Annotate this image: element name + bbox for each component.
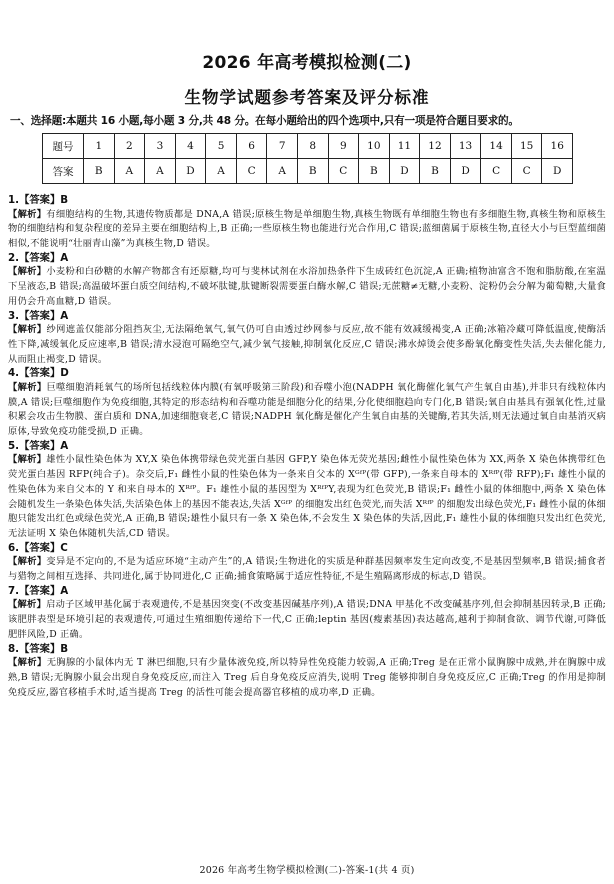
explanation-text: 雄性小鼠性染色体为 XY,X 染色体携带绿色荧光蛋白基因 GFP,Y 染色体无荧光基因;雌性小鼠性染色体为 XX,两条 X 染色体携带红色荧光蛋白基因 RFP(纯合子)。杂交后,F₁ 雌性小鼠的性染色体为一条来自父本的 Xᴳᶠᴾ(带 GFP),一条来自母本的 Xᴿᶠᴾ(带 RFP);F₁ 雄性小鼠的性染色体为来自父本的 Y 和来自母本的 Xᴿᶠᴾ。F₁ 雄性小鼠的基因型为 XᴿᶠᴾY,表现为红色荧光,B 错误;F₁ 雌性小鼠的体细胞中,两条 X 染色体会随机发生一条染色体失活,失活染色体上的基因不能表达,失活 Xᴳᶠᴾ 的细胞发出红色荧光,而失活 Xᴿᶠᴾ 的细胞发出绿色荧光,F₁ 雌性小鼠的体细胞只能发出红色或绿色荧光,A 正确,B 错误;雄性小鼠只有一条 X 染色体,不会发生 X 染色体的失活,因此,F₁ 雄性小鼠的体细胞只发出红色荧光,无法证明 X 染色体随机失活,CD 错误。 [8, 454, 607, 539]
question-number: 15 [511, 134, 542, 159]
page-footer: 2026 年高考生物学模拟检测(二)-答案-1(共 4 页) [199, 865, 415, 876]
question-number: 5 [206, 134, 237, 159]
question-number: 7 [267, 134, 298, 159]
answer-line: 3.【答案】A [8, 309, 69, 322]
row-label-number: 题号 [43, 134, 84, 159]
answer-line: 7.【答案】A [8, 584, 69, 597]
explanation-tag: 【解析】 [8, 556, 47, 568]
question-number: 12 [420, 134, 451, 159]
explanation-tag: 【解析】 [8, 208, 47, 220]
answer-line: 8.【答案】B [8, 642, 69, 655]
answer-cell: C [481, 159, 512, 184]
page-title: 2026 年高考模拟检测(二) [202, 53, 412, 73]
explanation [8, 208, 606, 252]
answer-cell: B [420, 159, 451, 184]
question-number: 11 [389, 134, 420, 159]
answer-line: 6.【答案】C [8, 541, 68, 554]
question-item [8, 643, 606, 701]
question-item [8, 194, 606, 252]
explanation [8, 555, 606, 585]
question-number: 6 [236, 134, 267, 159]
page-subtitle: 生物学试题参考答案及评分标准 [184, 88, 430, 107]
explanation-tag: 【解析】 [8, 324, 47, 335]
explanation-tag: 【解析】 [8, 599, 47, 611]
explanation-text: 纱网遮盖仅能部分阻挡灰尘,无法隔绝氧气,氧气仍可自由透过纱网参与反应,故不能有效减缓褐变,A 正确;冰箱冷藏可降低温度,使酶活性下降,减缓氧化反应速率,B 错误;清水浸泡可隔绝空气,减少氧气接触,抑制氧化反应,C 错误;沸水焯烫会使多酚氧化酶变性失活,失去催化能力,从而阻止褐变,D 错误。 [8, 324, 607, 365]
question-number: 3 [145, 134, 176, 159]
answer-cell: A [145, 159, 176, 184]
section-heading: 一、选择题:本题共 16 小题,每小题 3 分,共 48 分。在每小题给出的四个选项中,只有一项是符合题目要求的。 [10, 115, 519, 127]
answer-line: 1.【答案】B [8, 194, 69, 206]
answer-cell: A [114, 159, 145, 184]
question-number: 16 [542, 134, 573, 159]
question-number: 13 [450, 134, 481, 159]
question-item [8, 310, 606, 368]
question-item [8, 440, 606, 542]
explanation [8, 656, 606, 700]
explanation-tag: 【解析】 [8, 657, 47, 668]
answer-cell: D [450, 159, 481, 184]
question-item [8, 252, 606, 310]
explanation [8, 453, 606, 542]
question-number: 8 [297, 134, 328, 159]
answer-cell: C [511, 159, 542, 184]
explanation-text: 启动子区域甲基化属于表观遗传,不是基因突变(不改变基因碱基序列),A 错误;DNA 甲基化不改变碱基序列,但会抑制基因转录,B 正确;该肥胖表型是环境引起的表观遗传,可通过生殖细胞传递给下一代,C 正确;leptin 基因(瘦素基因)表达越高,越利于抑制食欲、调节代谢,可降低肥胖风险,D 正确。 [8, 599, 607, 640]
answer-cell: B [84, 159, 115, 184]
explanation-text: 巨噬细胞消耗氧气的场所包括线粒体内膜(有氧呼吸第三阶段)和吞噬小泡(NADPH 氧化酶催化氧气产生氧自由基),并非只有线粒体内膜,A 错误;巨噬细胞作为免疫细胞,其特定的形态结构和吞噬功能是细胞分化的结果,分化使细胞趋向专门化,B 错误;氧自由基具有强氧化性,过量积累会攻击生物膜、蛋白质和 DNA,加速细胞衰老,C 错误;NADPH 氧化酶是催化产生氧自由基的关键酶,若其失活,则无法通过氧自由基消灭病原体,导致免疫功能受损,D 正确。 [8, 381, 606, 437]
answer-cell: A [267, 159, 298, 184]
explanation-text: 变异是不定向的,不是为适应环境“主动产生”的,A 错误;生物进化的实质是种群基因频率发生定向改变,不是基因型频率,B 错误;捕食者与猎物之间相互选择、共同进化,属于协同进化,C 正确;捕食策略属于适应性特征,不是生殖隔离形成的标志,D 错误。 [8, 556, 606, 582]
row-label-answer: 答案 [43, 159, 84, 184]
explanations [8, 194, 606, 700]
explanation-text: 小麦粉和白砂糖的水解产物都含有还原糖,均可与斐林试剂在水浴加热条件下生成砖红色沉淀,A 正确;植物油富含不饱和脂肪酸,在室温下呈液态,B 错误;高温破坏蛋白质空间结构,不破坏肽键,肽键断裂需要蛋白酶水解,C 错误;无蔗糖≠无糖,小麦粉、淀粉仍会分解为葡萄糖,大量食用仍会升高血糖,D 错误。 [8, 266, 607, 307]
answer-cell: A [206, 159, 237, 184]
question-item [8, 585, 606, 643]
answer-cell: C [328, 159, 359, 184]
question-number: 9 [328, 134, 359, 159]
question-number: 4 [175, 134, 206, 159]
answer-cell: B [359, 159, 390, 184]
answer-cell: D [389, 159, 420, 184]
answer-cell: C [236, 159, 267, 184]
answer-line: 5.【答案】A [8, 439, 69, 452]
question-item [8, 367, 606, 440]
question-number: 10 [359, 134, 390, 159]
explanation-text: 有细胞结构的生物,其遗传物质都是 DNA,A 错误;原核生物是单细胞生物,真核生物既有单细胞生物也有多细胞生物,真核生物和原核生物的细胞结构和复杂程度的差异主要在细胞结构上,B 正确;一些原核生物也能进行光合作用,C 错误;蓝细菌属于原核生物,直径大小与巨型蓝细菌相似,不能说明“壮丽青山藻”为真核生物,D 错误。 [8, 208, 607, 249]
question-number: 14 [481, 134, 512, 159]
explanation-tag: 【解析】 [8, 454, 47, 466]
answer-line: 4.【答案】D [8, 367, 69, 380]
explanation [8, 381, 606, 440]
explanation [8, 265, 606, 309]
question-number: 1 [84, 134, 115, 159]
question-item [8, 542, 606, 585]
explanation-tag: 【解析】 [8, 381, 47, 393]
explanation [8, 598, 606, 642]
explanation-tag: 【解析】 [8, 266, 47, 278]
explanation-text: 无胸腺的小鼠体内无 T 淋巴细胞,只有少量体液免疫,所以特异性免疫能力较弱,A 正确;Treg 是在正常小鼠胸腺中成熟,并在胸腺中成熟,B 错误;无胸腺小鼠会出现自身免疫反应,而注入 Treg 后自身免疫反应消失,说明 Treg 能够抑制自身免疫反应,C 正确;Treg 的作用是抑制免疫反应,器官移植手术时,适当提高 Treg 的活性可能会提高器官移植的成功率,D 正确。 [8, 657, 607, 698]
answer-cell: B [297, 159, 328, 184]
question-number: 2 [114, 134, 145, 159]
explanation [8, 323, 606, 367]
answer-table-answer-row [43, 159, 573, 184]
answer-line: 2.【答案】A [8, 251, 69, 264]
answer-table [42, 133, 573, 184]
answer-table-number-row [43, 134, 573, 159]
answer-cell: D [542, 159, 573, 184]
answer-cell: D [175, 159, 206, 184]
